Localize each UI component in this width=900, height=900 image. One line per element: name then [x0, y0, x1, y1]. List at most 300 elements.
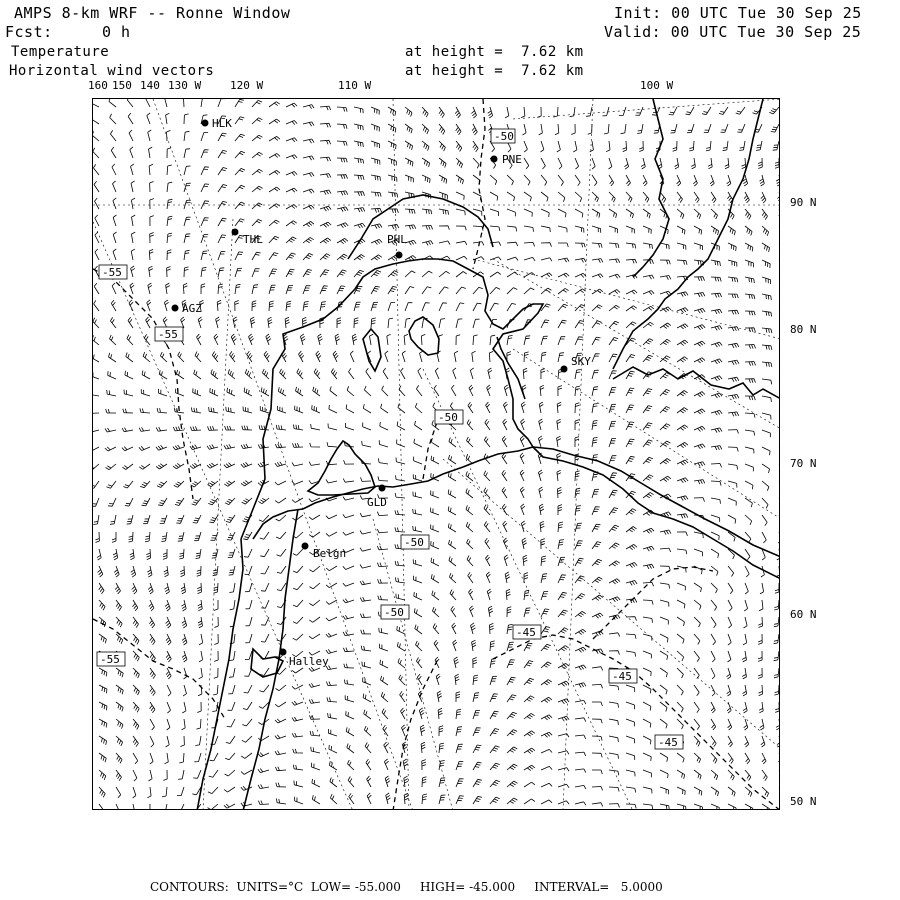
wind-barb [439, 241, 450, 245]
wind-barb [112, 164, 116, 175]
wind-barb [502, 453, 507, 464]
wind-barb [354, 124, 363, 130]
wind-barb [258, 801, 269, 805]
wind-barb [643, 322, 654, 328]
wind-barb [575, 647, 586, 652]
wind-barb [609, 804, 620, 808]
wind-barb [110, 515, 116, 524]
wind-barb [575, 683, 586, 688]
svg-text:-55: -55 [100, 653, 120, 666]
wind-barb [309, 532, 320, 537]
wind-barb [224, 804, 235, 808]
wind-barb [148, 130, 152, 141]
wind-barb [231, 334, 236, 345]
wind-barb [590, 141, 594, 152]
wind-barb [742, 668, 746, 679]
map-canvas [93, 99, 780, 810]
wind-barb [431, 438, 439, 447]
wind-barb [343, 514, 354, 517]
wind-barb [286, 155, 297, 159]
wind-barb [721, 124, 728, 132]
wind-barb [439, 158, 446, 168]
wind-barb [213, 566, 218, 576]
wind-barb [295, 406, 303, 413]
wind-barb [439, 726, 443, 736]
wind-barb [416, 657, 422, 668]
wind-barb [637, 124, 643, 134]
wind-barb [432, 607, 439, 617]
wind-barb [677, 478, 688, 483]
wind-barb [123, 481, 133, 488]
wind-barb [660, 702, 667, 712]
wind-barb [167, 250, 171, 260]
wind-barb [320, 238, 331, 243]
wind-barb [309, 600, 320, 606]
wind-barb [524, 661, 533, 668]
wind-barb [235, 185, 245, 192]
wind-barb [758, 617, 762, 628]
wind-barb [116, 617, 122, 627]
wind-barb [643, 702, 651, 711]
wind-barb [414, 576, 423, 583]
wind-barb [113, 549, 118, 560]
wind-barb [524, 765, 535, 770]
svg-text:Halley: Halley [289, 655, 329, 668]
wind-barb [575, 209, 583, 217]
wind-barb [139, 464, 150, 469]
wind-barb [303, 139, 314, 143]
wind-barb [167, 685, 171, 696]
wind-barb [711, 515, 720, 522]
wind-barb [575, 488, 580, 498]
wind-barb [711, 498, 721, 504]
wind-barb [521, 521, 525, 532]
wind-barb [309, 617, 320, 622]
wind-barb [643, 339, 653, 345]
wind-barb [354, 255, 365, 261]
wind-barb [489, 351, 493, 362]
wind-barb [201, 267, 206, 277]
wind-barb [677, 340, 688, 345]
wind-barb [260, 406, 269, 413]
wind-barb [361, 630, 371, 634]
wind-barb [609, 770, 619, 775]
wind-barb [176, 804, 184, 810]
wind-barb [448, 506, 456, 515]
wind-barb [643, 243, 653, 249]
wind-barb [405, 158, 413, 166]
wind-barb [337, 107, 347, 112]
wind-barb [643, 475, 653, 481]
wind-barb [643, 457, 653, 464]
island-small-1 [409, 317, 439, 355]
wind-barb [558, 226, 567, 232]
wind-barb [286, 269, 295, 277]
wind-barb [178, 352, 184, 362]
wind-barb [728, 770, 734, 780]
wind-barb [575, 700, 586, 704]
wind-barb [166, 634, 171, 645]
station-halley [280, 649, 330, 669]
wind-barb [210, 753, 218, 761]
wind-barb [694, 293, 705, 298]
wind-barb [541, 369, 545, 379]
wind-barb [711, 617, 716, 628]
wind-barb [165, 99, 169, 107]
wind-barb [146, 549, 150, 560]
wind-barb [292, 481, 303, 484]
wind-barb [360, 565, 371, 569]
wind-barb [558, 258, 569, 262]
wind-barb [522, 538, 527, 549]
wind-barb [502, 504, 507, 515]
wind-barb [524, 226, 534, 232]
wind-barb [286, 221, 297, 226]
wind-barb [779, 209, 780, 220]
wind-barb [728, 395, 739, 400]
wind-barb [490, 676, 497, 685]
wind-barb [626, 736, 635, 743]
contour-label-9 [97, 652, 125, 666]
wind-barb [166, 736, 170, 747]
wind-barb [397, 626, 405, 634]
wind-barb [161, 532, 167, 542]
wind-barb [94, 300, 99, 311]
wind-barb [524, 242, 535, 246]
wind-barb [149, 249, 153, 260]
wind-barb [133, 702, 139, 712]
wind-barb [487, 589, 491, 600]
wind-barb [258, 498, 269, 504]
wind-barb [218, 150, 227, 158]
wind-barb [434, 640, 439, 651]
meridian-h [513, 99, 780, 119]
wind-barb [303, 156, 314, 160]
wind-barb [592, 787, 603, 791]
wind-barb [558, 716, 569, 721]
wind-barb [276, 425, 286, 430]
wind-barb [252, 186, 263, 192]
wind-barb [235, 252, 243, 260]
wind-barb [623, 141, 627, 152]
wind-barb [190, 426, 201, 430]
wind-barb [507, 712, 517, 719]
wind-barb [388, 271, 398, 277]
wind-barb [626, 544, 637, 549]
wind-barb [130, 549, 134, 560]
wind-barb [414, 457, 422, 464]
wind-barb [694, 702, 699, 713]
wind-barb [122, 428, 133, 432]
wind-barb [235, 168, 245, 175]
wind-barb [456, 192, 464, 200]
wind-barb [507, 624, 513, 634]
wind-barb [558, 337, 565, 345]
wind-barb [330, 387, 337, 397]
wind-barb [178, 770, 184, 779]
wind-barb [162, 787, 167, 797]
wind-barb [326, 515, 337, 519]
wind-barb [439, 795, 445, 804]
wind-barb [292, 717, 303, 721]
wind-barb [575, 576, 584, 583]
wind-barb [303, 122, 314, 126]
wind-barb [490, 780, 500, 787]
wind-barb [194, 753, 201, 762]
wind-barb [218, 252, 225, 261]
wind-barb [521, 504, 525, 515]
wind-barb [160, 352, 167, 362]
wind-barb [711, 804, 719, 810]
wind-barb [99, 600, 105, 610]
wind-barb [592, 337, 601, 345]
wind-barb [677, 600, 685, 608]
wind-barb [303, 237, 314, 243]
wind-barb [397, 422, 405, 431]
wind-barb [558, 192, 565, 202]
wind-barb [558, 540, 564, 549]
wind-barb [626, 259, 637, 263]
wind-barb [449, 573, 456, 583]
wind-barb [524, 141, 527, 152]
wind-barb [575, 594, 585, 601]
wind-barb [728, 719, 732, 730]
wind-barb [609, 158, 612, 169]
wind-barb [711, 376, 722, 381]
wind-barb [708, 158, 712, 169]
wind-barb [405, 287, 414, 295]
wind-barb [439, 287, 449, 294]
height-wind: at height = 7.62 km [405, 63, 584, 79]
wind-barb [643, 753, 651, 761]
wind-barb [745, 549, 750, 560]
wind-barb [167, 702, 171, 713]
wind-barb [167, 182, 172, 192]
wind-barb [333, 351, 338, 362]
wind-barb [337, 207, 348, 212]
wind-barb [660, 276, 671, 280]
wind-barb [677, 583, 685, 590]
wind-barb [413, 492, 422, 498]
wind-barb [728, 481, 737, 488]
field-temperature: Temperature [11, 44, 110, 60]
wind-barb [660, 459, 671, 465]
wind-barb [149, 600, 154, 611]
wind-barb [694, 341, 705, 346]
wind-barb [609, 525, 619, 532]
wind-barb [252, 118, 262, 124]
wind-barb [286, 237, 296, 243]
wind-barb [99, 634, 106, 643]
wind-barb [728, 634, 731, 645]
wind-barb [592, 489, 599, 498]
wind-barb [422, 303, 430, 311]
wind-barb [182, 617, 187, 628]
wind-barb [469, 589, 474, 600]
wind-barb [762, 243, 770, 252]
wind-barb [379, 628, 388, 634]
wind-barb [145, 532, 150, 542]
wind-barb [337, 124, 347, 129]
wind-barb [524, 696, 534, 702]
wind-barb [218, 268, 224, 277]
wind-barb [214, 668, 218, 678]
wind-barb [539, 419, 543, 430]
wind-barb [471, 107, 476, 118]
wind-barb [503, 538, 507, 549]
wind-barb [106, 464, 117, 470]
wind-barb [660, 307, 671, 312]
wind-barb [773, 141, 779, 150]
wind-barb [326, 633, 337, 637]
wind-barb [201, 133, 208, 142]
wind-barb [507, 781, 518, 787]
wind-barb [210, 388, 218, 396]
wind-barb [431, 574, 439, 583]
wind-barb [694, 634, 700, 644]
wind-barb [310, 443, 320, 447]
wind-barb [181, 317, 185, 328]
wind-barb [641, 158, 645, 169]
wind-barb [626, 175, 631, 186]
wind-barb [439, 107, 444, 118]
wind-barb [150, 216, 154, 226]
wind-barb [421, 742, 425, 753]
wind-barb [558, 575, 566, 583]
wind-barb [196, 719, 201, 729]
wind-barb [241, 770, 252, 774]
wind-barb [558, 288, 569, 294]
wind-barb [503, 402, 507, 413]
wind-barb [165, 600, 170, 611]
wind-barb [660, 668, 667, 677]
wind-barb [575, 785, 586, 789]
wind-barb [745, 787, 752, 797]
wind-barb [745, 379, 756, 383]
wind-barb [269, 253, 278, 260]
wind-barb [779, 464, 780, 474]
wind-barb [225, 770, 235, 776]
wind-barb [300, 334, 305, 345]
wind-barb [99, 668, 107, 676]
wind-barb [320, 140, 331, 144]
wind-barb [762, 226, 769, 236]
wind-barb [694, 583, 702, 592]
wind-barb [626, 719, 635, 726]
wind-barb [360, 531, 371, 535]
svg-text:-45: -45 [516, 626, 536, 639]
wind-barb [555, 124, 559, 135]
wind-barb [609, 290, 620, 295]
contour-neg45-east [493, 635, 780, 810]
wind-barb [328, 424, 337, 431]
wind-barb [228, 369, 235, 379]
wind-barb [125, 371, 133, 379]
wind-barb [759, 702, 763, 713]
wind-barb [260, 532, 269, 539]
wind-barb [127, 335, 133, 345]
wind-barb [213, 685, 218, 695]
wind-barb [524, 799, 535, 804]
wind-barb [592, 404, 598, 414]
contour-label-6 [381, 605, 409, 619]
wind-barb [524, 573, 528, 583]
wind-barb [303, 253, 313, 260]
wind-barb [371, 224, 382, 229]
wind-barb [182, 634, 187, 645]
wind-barb [466, 454, 473, 464]
wind-barb [178, 532, 184, 541]
wind-barb [575, 558, 584, 566]
wind-barb [131, 164, 134, 175]
wind-barb [745, 294, 755, 299]
wind-barb [354, 208, 365, 213]
wind-barb [147, 787, 151, 798]
wind-barb [609, 209, 617, 218]
wind-barb [761, 192, 766, 203]
wind-barb [366, 759, 371, 770]
wind-barb [626, 581, 637, 586]
wind-barb [660, 356, 670, 362]
wind-barb [95, 215, 99, 226]
wind-barb [685, 107, 694, 115]
wind-barb [779, 362, 780, 369]
wind-barb [467, 420, 473, 430]
wind-barb [588, 124, 592, 134]
wind-barb [403, 759, 408, 770]
wind-barb [193, 515, 201, 523]
wind-barb [592, 595, 603, 600]
wind-barb [93, 318, 99, 328]
wind-barb [363, 404, 371, 413]
berkner-island [308, 441, 375, 495]
wind-barb [131, 232, 135, 243]
wind-barb [728, 343, 739, 348]
wind-barb [244, 549, 252, 557]
wind-barb [216, 317, 220, 328]
svg-text:-50: -50 [438, 411, 458, 424]
wind-barb [557, 470, 561, 481]
wind-barb [626, 456, 635, 464]
filchner-shelf [348, 195, 493, 259]
wind-barb [758, 651, 762, 661]
wind-barb [711, 736, 716, 747]
wind-barb [558, 353, 564, 362]
wind-barb [626, 753, 635, 760]
field-wind-vectors: Horizontal wind vectors [9, 63, 215, 79]
wind-barb [157, 481, 167, 488]
wind-barb [473, 319, 480, 328]
wind-barb [575, 258, 586, 262]
wind-barb [728, 243, 736, 251]
wind-barb [575, 337, 583, 345]
wind-barb [660, 651, 668, 660]
wind-barb [452, 623, 456, 634]
forecast-label: Fcst: [5, 23, 53, 41]
wind-barb [643, 582, 654, 586]
wind-barb [626, 388, 634, 396]
wind-barb [626, 209, 634, 218]
wind-barb [421, 334, 425, 345]
wind-barb [660, 787, 669, 794]
wind-barb [626, 322, 636, 328]
wind-barb [95, 532, 99, 543]
contour-label-8 [609, 669, 637, 683]
wind-barb [166, 651, 171, 662]
wind-barb [150, 199, 154, 209]
wind-barb [777, 736, 780, 747]
wind-barb [439, 303, 447, 311]
